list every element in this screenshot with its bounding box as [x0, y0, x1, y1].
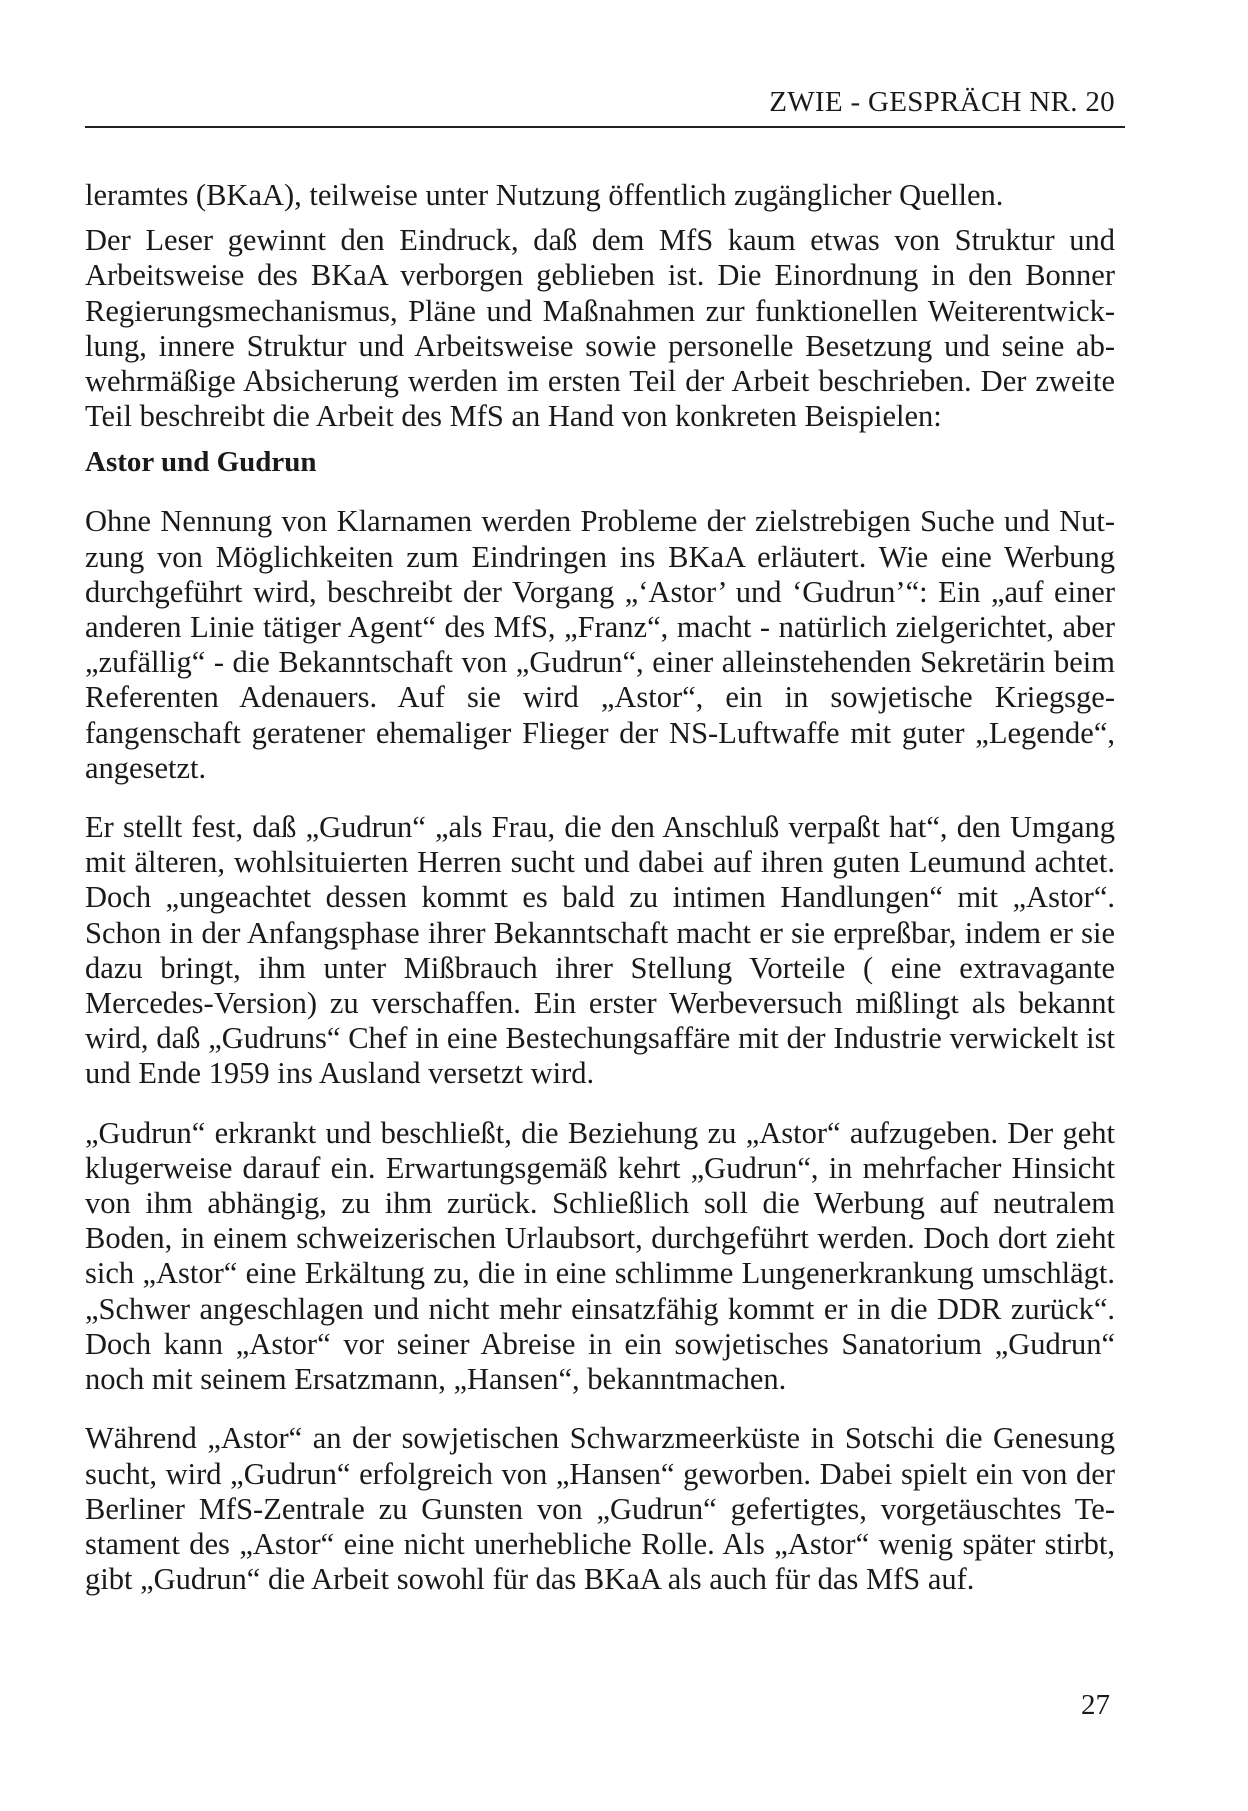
running-header: [85, 80, 1125, 128]
paragraph-erkrankung: „Gudrun“ erkrankt und beschließt, die Beziehung zu „Astor“ aufzugeben. Der geht klugerweise darauf ein. Erwartungsgemäß kehrt „Gudrun“, in mehrfacher Hinsicht von ihm abhängig, zu ihm zurück. Schließlich soll die Werbung auf neutralem Boden, in einem schweizerischen Urlaubsort, durchgeführt werden. Doch dort zieht sich „Astor“ eine Erkältung zu, die in eine schlimme Lungenerkrankung umschlägt. „Schwer angeschlagen und nicht mehr einsatzfähig kommt er in die DDR zurück“. Doch kann „Astor“ vor seiner Abreise in ein sowjetisches Sanatorium „Gudrun“ noch mit seinem Ersatzmann, „Hansen“, bekanntmachen.: [85, 1115, 1115, 1397]
page-number: 27: [1081, 1689, 1110, 1721]
paragraph-continuation: leramtes (BKaA), teilweise unter Nutzung öffentlich zugänglicher Quellen.: [85, 178, 1004, 212]
body-text: [85, 178, 1115, 1597]
running-title: ZWIE - GESPRÄCH NR. 20: [769, 86, 1115, 118]
paragraph-gudrun: Er stellt fest, daß „Gudrun“ „als Frau, die den Anschluß verpaßt hat“, den Umgang mit älteren, wohlsituierten Herren sucht und dabei auf ihren guten Leumund achtet. Doch „ungeachtet dessen kommt es bald zu intimen Handlungen“ mit „Astor“. Schon in der Anfangsphase ihrer Bekanntschaft macht er sie erpreßbar, indem er sie dazu bringt, ihm unter Mißbrauch ihrer Stellung Vorteile ( eine extravagante Mercedes-Version) zu verschaffen. Ein erster Werbeversuch mißlingt als bekannt wird, daß „Gudruns“ Chef in eine Bestechungsaffäre mit der Industrie verwickelt ist und Ende 1959 ins Ausland versetzt wird.: [85, 810, 1115, 1091]
paragraph-sotschi: Während „Astor“ an der sowjetischen Schwarzmeerküste in Sotschi die Genesung sucht, wird „Gudrun“ erfolgreich von „Hansen“ geworben. Dabei spielt ein von der Berliner MfS-Zentrale zu Gunsten von „Gudrun“ gefertigtes, vorgetäuschtes Testament des „Astor“ eine nicht unerhebliche Rolle. Als „Astor“ wenig später stirbt, gibt „Gudrun“ die Arbeit sowohl für das BKaA als auch für das MfS auf.: [85, 1421, 1115, 1597]
section-heading: Astor und Gudrun: [85, 446, 317, 479]
paragraph-werbung: Ohne Nennung von Klarnamen werden Probleme der zielstrebigen Suche und Nutzung von Möglichkeiten zum Eindringen ins BKaA erläutert. Wie eine Werbung durchgeführt wird, beschreibt der Vorgang „‘Astor’ und ‘Gudrun’“: Ein „auf einer anderen Linie tätiger Agent“ des MfS, „Franz“, macht - natürlich zielgerichtet, aber „zufällig“ - die Bekanntschaft von „Gudrun“, einer alleinstehenden Sekretärin beim Referenten Adenauers. Auf sie wird „Astor“, ein in sowjetische Kriegsgefangenschaft geratener ehemaliger Flieger der NS-Luftwaffe mit guter „Legende“, angesetzt.: [85, 504, 1115, 785]
paragraph-leser: Der Leser gewinnt den Eindruck, daß dem MfS kaum etwas von Struktur und Arbeitsweise des BKaA verborgen geblieben ist. Die Einordnung in den Bonner Regierungsmechanismus, Pläne und Maßnahmen zur funktionellen Weiterentwicklung, innere Struktur und Arbeitsweise sowie personelle Besetzung und seine abwehrmäßige Absicherung werden im ersten Teil der Arbeit beschrieben. Der zweite Teil beschreibt die Arbeit des MfS an Hand von konkreten Beispielen:: [85, 223, 1115, 434]
